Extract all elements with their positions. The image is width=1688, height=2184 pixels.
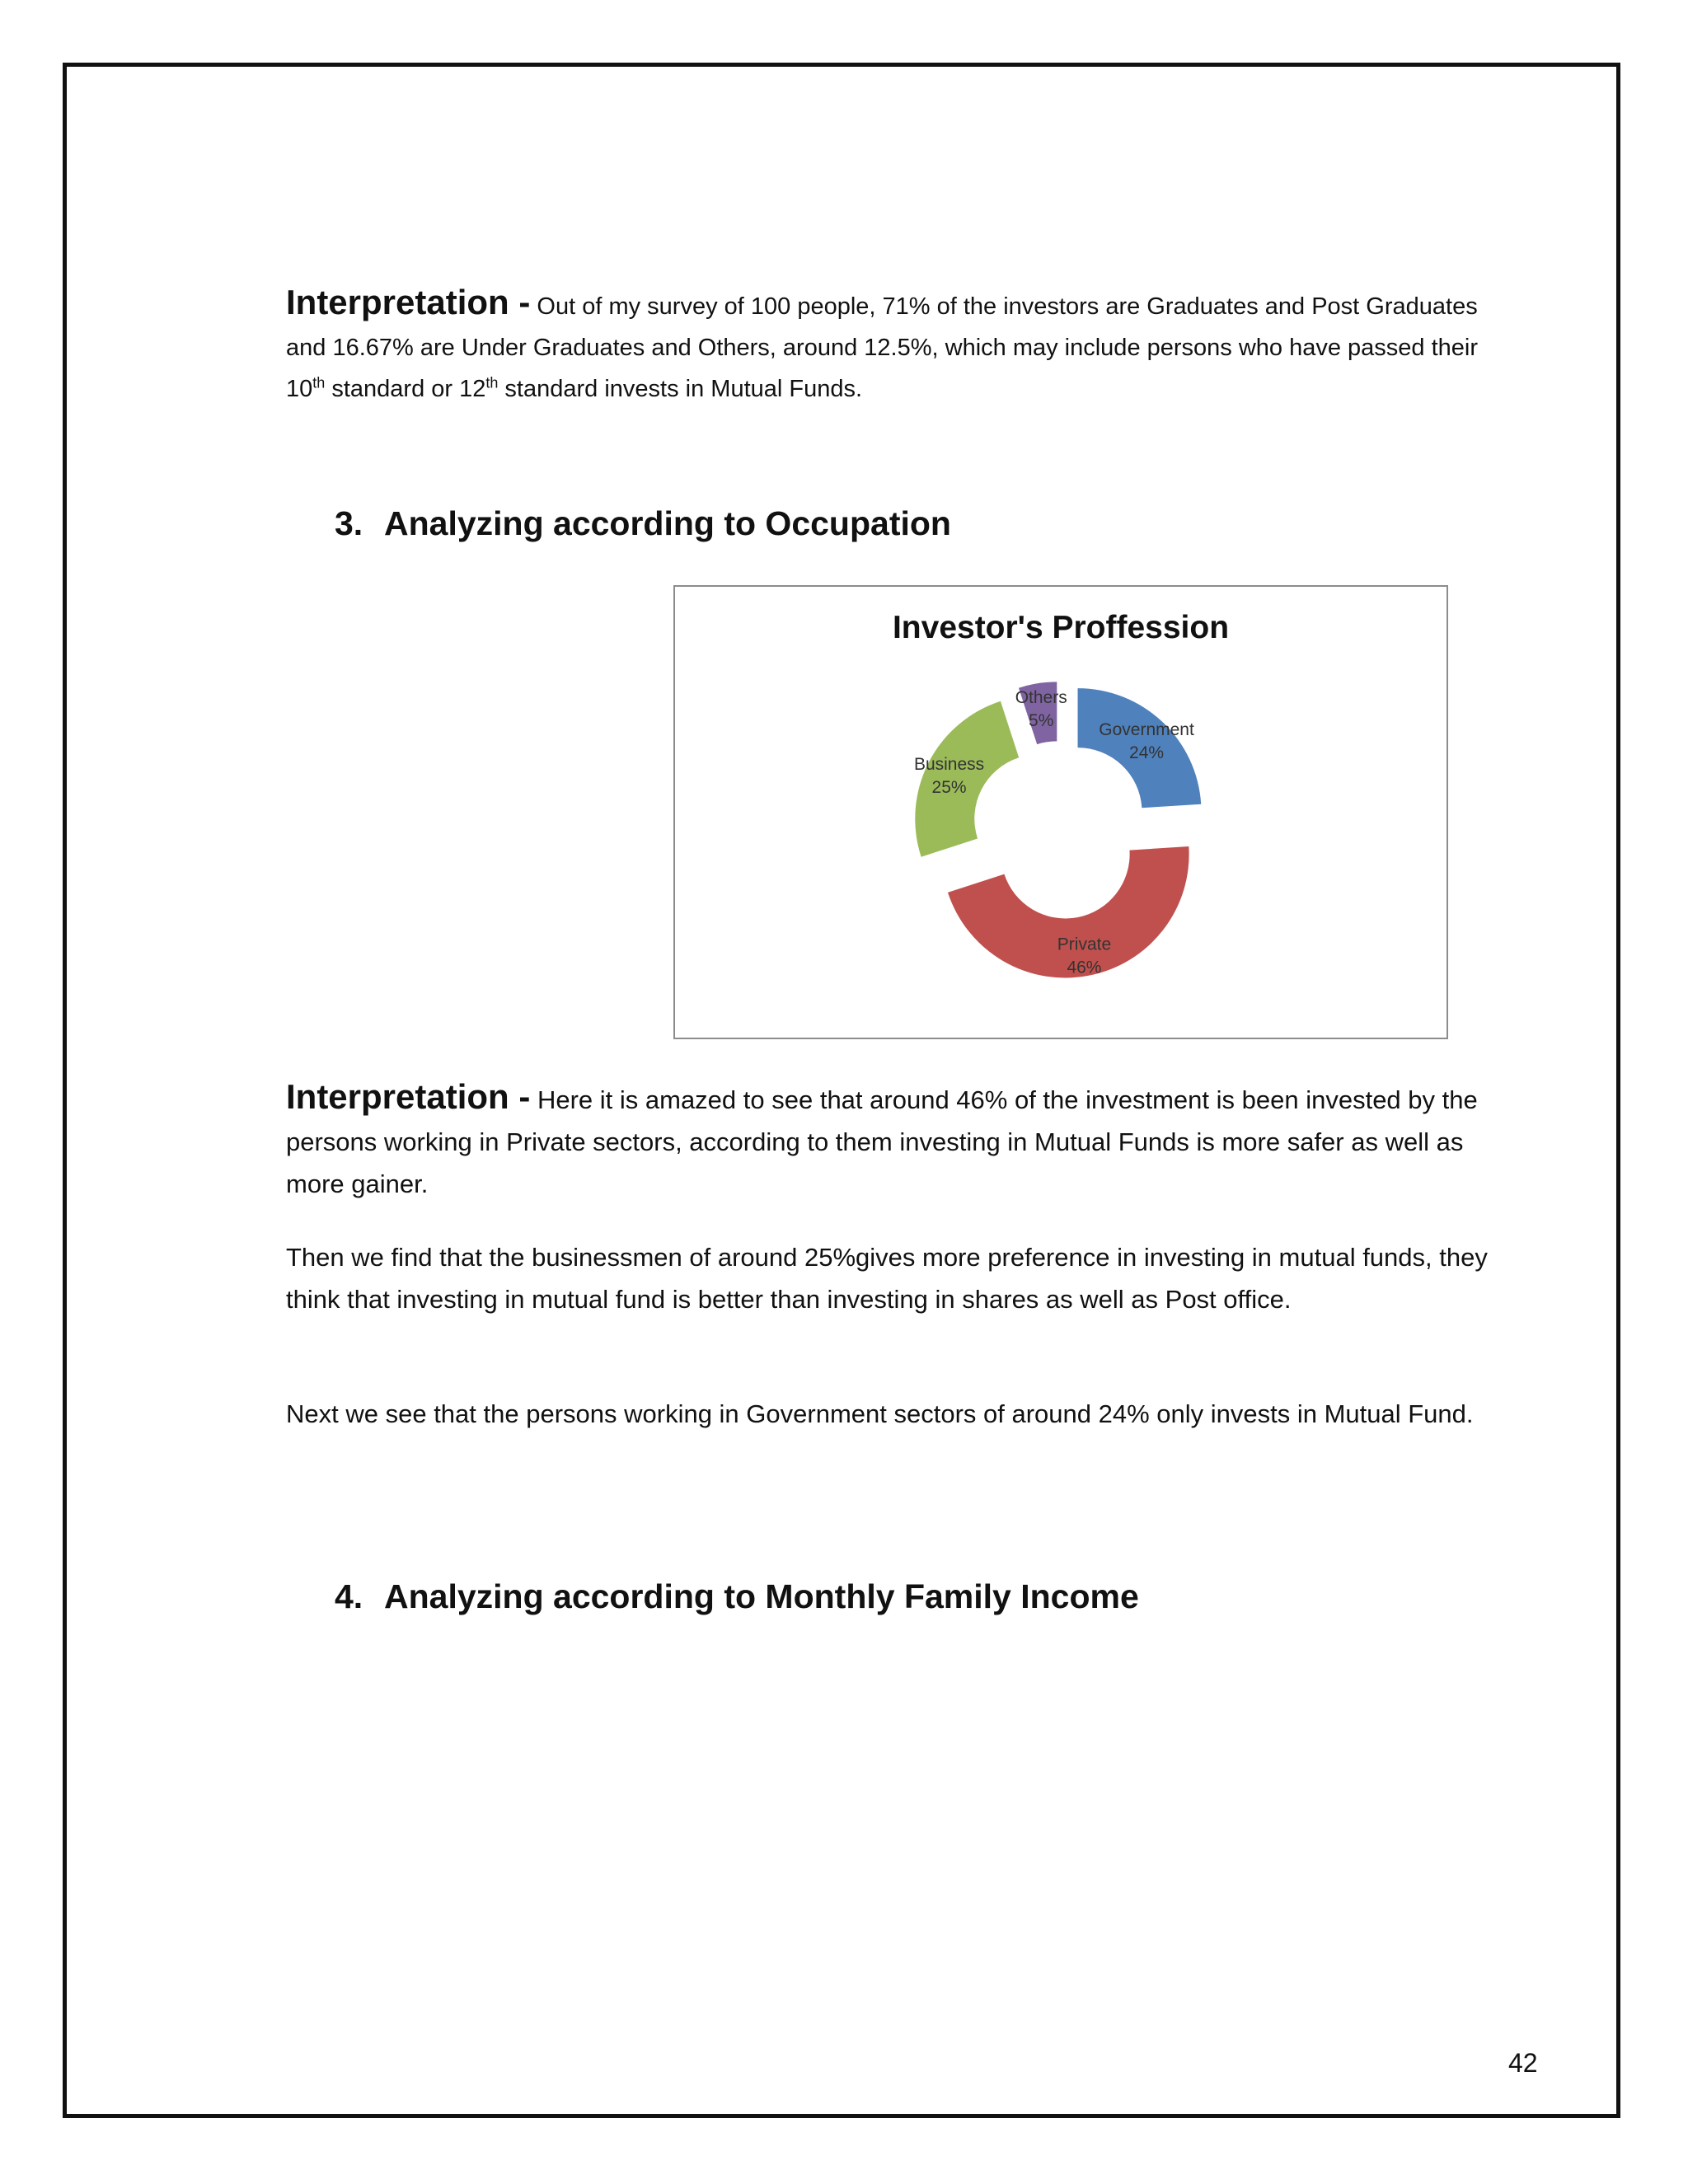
slice-business (915, 701, 1019, 857)
slice-label-private: Private (1057, 935, 1112, 954)
slice-value-others: 5% (1029, 710, 1054, 730)
interpretation-text: Out of my survey of 100 people, 71% of the investors are Graduates and Post Graduates and 16.67% are Under Graduates and Others, around 12.5%, which may include persons who have passed their 10 (286, 293, 1479, 402)
slice-value-business: 25% (931, 777, 967, 797)
superscript: th (312, 374, 326, 391)
government-paragraph: Next we see that the persons working in Government sectors of around 24% only invests in Mutual Fund. (286, 1399, 1474, 1428)
donut-chart-svg (675, 587, 1447, 1038)
chart-title: Investor's Proffession (892, 610, 1230, 645)
interpretation-label: Interpretation - (286, 1077, 531, 1116)
interpretation-text: Here it is amazed to see that around 46% of the investment is been invested by the persons working in Private sectors, according to them investing in Mutual Funds is more safer as well as more gainer. (286, 1085, 1478, 1198)
slice-label-others: Others (1015, 687, 1067, 707)
section-heading-occupation (335, 504, 951, 543)
section-number: 4. (335, 1577, 363, 1615)
interpretation-text: standard or 12 (325, 376, 486, 402)
page-number: 42 (1508, 2048, 1538, 2078)
interpretation-label: Interpretation - (286, 283, 531, 321)
interpretation-paragraph-occupation (286, 1076, 1498, 1205)
section-title: Analyzing according to Occupation (384, 504, 951, 542)
business-paragraph: Then we find that the businessmen of around 25%gives more preference in investing in mutual funds, they think that investing in mutual fund is better than investing in shares as well as Post office. (286, 1243, 1488, 1314)
section-number: 3. (335, 504, 363, 542)
slice-value-government: 24% (1129, 743, 1165, 763)
interpretation-paragraph-education (286, 282, 1498, 410)
section-heading-income (335, 1577, 1139, 1616)
slice-label-government: Government (1099, 720, 1194, 740)
occupation-chart (673, 585, 1448, 1039)
interpretation-text: standard invests in Mutual Funds. (498, 376, 863, 402)
slice-value-private: 46% (1067, 958, 1102, 977)
slice-label-business: Business (913, 754, 985, 774)
superscript: th (485, 374, 499, 391)
section-title: Analyzing according to Monthly Family Income (384, 1577, 1139, 1615)
